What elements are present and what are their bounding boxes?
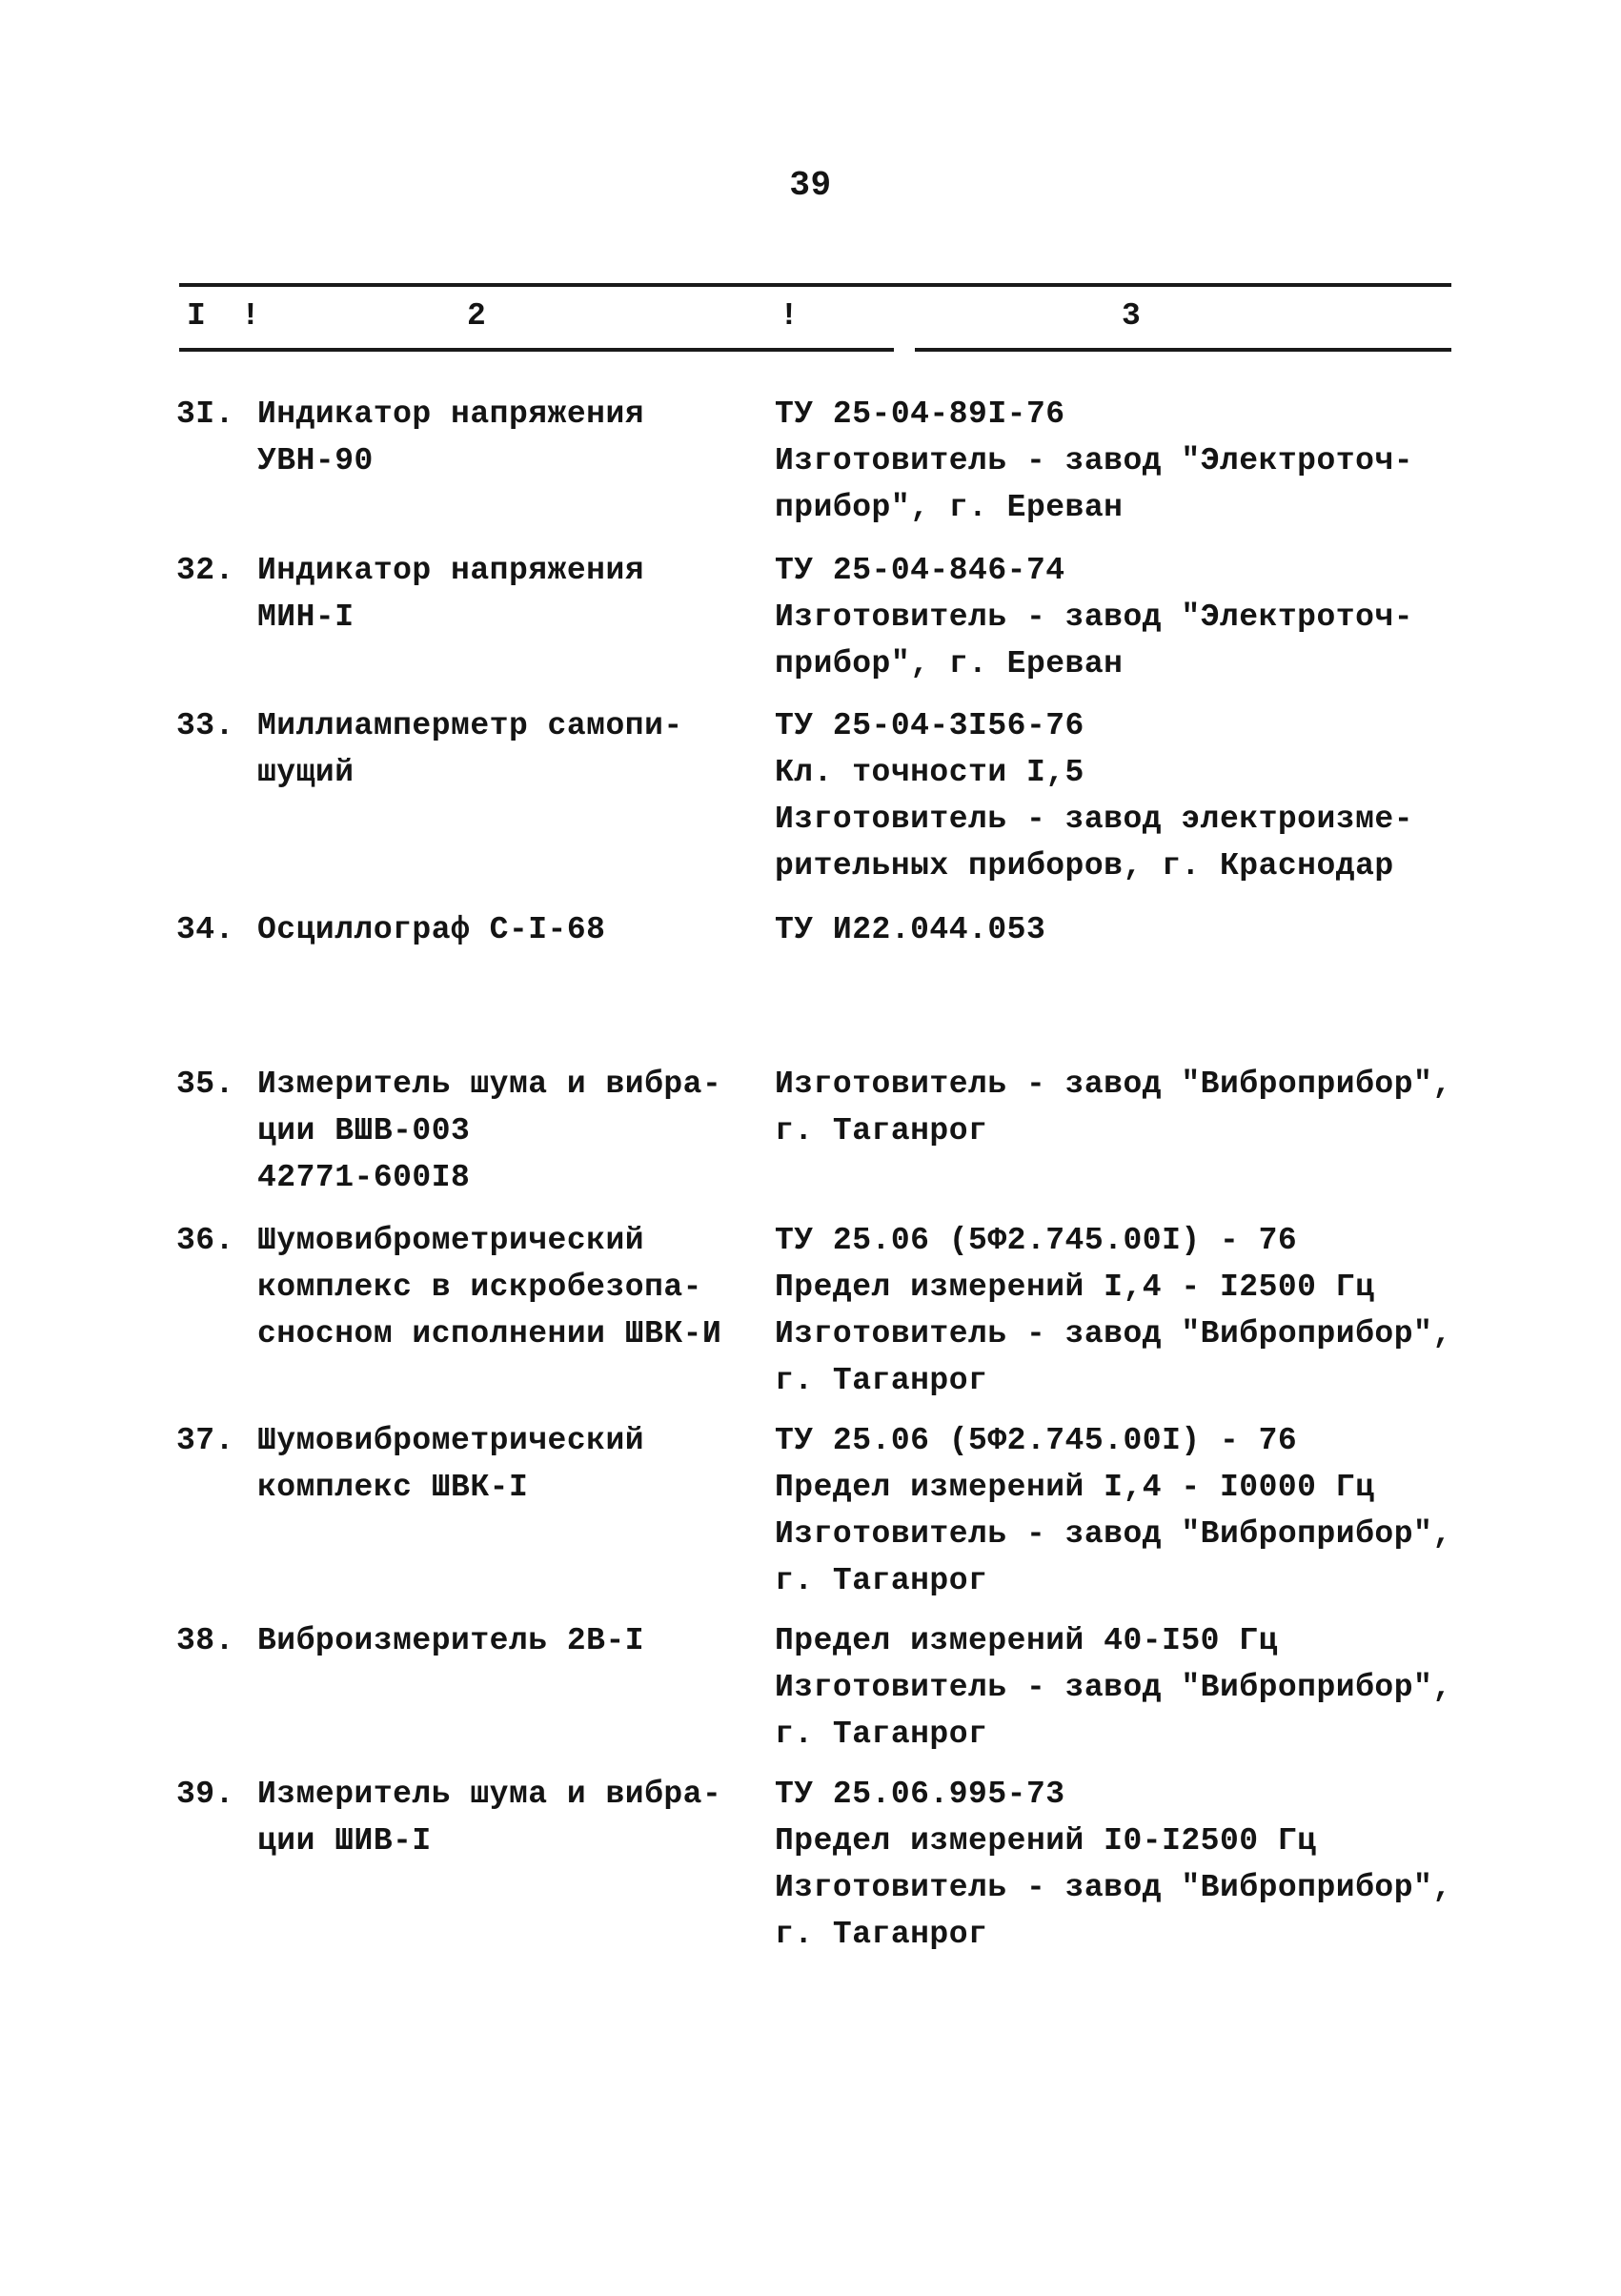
item-spec-line: Изготовитель - завод "Виброприбор",: [775, 1067, 1452, 1102]
item-spec-line: г. Таганрог: [775, 1113, 988, 1148]
item-name-line: Осциллограф С-I-68: [257, 912, 606, 947]
item-name-line: МИН-I: [257, 599, 355, 635]
item-number: 3I.: [176, 396, 234, 432]
item-spec: [775, 1417, 1452, 1604]
header-col-2: 2: [467, 298, 487, 334]
item-name: [257, 702, 683, 796]
item-number: 34.: [176, 912, 234, 947]
header-separator-1: !: [241, 298, 261, 334]
item-name-line: Индикатор напряжения: [257, 396, 645, 432]
item-number: 33.: [176, 708, 234, 743]
item-spec: [775, 391, 1413, 531]
item-spec-line: Предел измерений I,4 - I0000 Гц: [775, 1470, 1375, 1505]
item-name: [257, 547, 644, 640]
item-name-line: ции ВШВ-003: [257, 1113, 471, 1148]
item-name: [257, 391, 644, 484]
item-name-line: Измеритель шума и вибра-: [257, 1777, 722, 1812]
item-spec: [775, 1217, 1452, 1404]
page-number: 39: [789, 166, 832, 205]
item-name: [257, 1217, 721, 1357]
item-number: 32.: [176, 553, 234, 588]
item-name: [257, 1417, 644, 1511]
item-spec-line: Изготовитель - завод электроизме-: [775, 802, 1414, 837]
item-spec-line: Кл. точности I,5: [775, 755, 1084, 790]
item-name-line: шущий: [257, 755, 355, 790]
item-spec-line: Предел измерений I0-I2500 Гц: [775, 1823, 1317, 1859]
item-spec-line: ТУ И22.044.053: [775, 912, 1046, 947]
item-name-line: Шумовиброметрический: [257, 1423, 645, 1458]
item-spec-line: г. Таганрог: [775, 1917, 988, 1952]
item-spec: [775, 906, 1045, 953]
item-spec-line: Предел измерений 40-I50 Гц: [775, 1623, 1278, 1658]
item-spec-line: ТУ 25.06 (5Ф2.745.00I) - 76: [775, 1223, 1298, 1258]
item-name-line: Измеритель шума и вибра-: [257, 1067, 722, 1102]
item-name-line: комплекс ШВК-I: [257, 1470, 529, 1505]
item-name-line: комплекс в искробезопа-: [257, 1270, 702, 1305]
item-spec-line: Изготовитель - завод "Виброприбор",: [775, 1516, 1452, 1552]
header-col-3: 3: [1122, 298, 1142, 334]
item-spec-line: Изготовитель - завод "Виброприбор",: [775, 1670, 1452, 1705]
item-spec-line: Изготовитель - завод "Электроточ-: [775, 599, 1414, 635]
item-name: [257, 1617, 644, 1664]
item-spec-line: ТУ 25-04-3I56-76: [775, 708, 1084, 743]
item-name-line: Индикатор напряжения: [257, 553, 645, 588]
item-spec-line: ТУ 25-04-89I-76: [775, 396, 1065, 432]
item-spec-line: Предел измерений I,4 - I2500 Гц: [775, 1270, 1375, 1305]
item-name-line: 42771-600I8: [257, 1160, 471, 1195]
item-spec-line: рительных приборов, г. Краснодар: [775, 848, 1394, 884]
item-spec-line: прибор", г. Ереван: [775, 646, 1124, 681]
item-number: 38.: [176, 1623, 234, 1658]
item-spec-line: г. Таганрог: [775, 1717, 988, 1752]
item-name-line: ции ШИВ-I: [257, 1823, 432, 1859]
item-name: [257, 1771, 721, 1864]
table-header-rule-left: [179, 348, 894, 352]
item-name-line: сносном исполнении ШВК-И: [257, 1316, 722, 1351]
item-number: 39.: [176, 1777, 234, 1812]
header-col-1: I: [187, 298, 207, 334]
item-spec-line: Изготовитель - завод "Электроточ-: [775, 443, 1414, 478]
item-spec-line: г. Таганрог: [775, 1363, 988, 1398]
item-name: [257, 906, 605, 953]
item-number: 35.: [176, 1067, 234, 1102]
item-spec: [775, 702, 1413, 889]
item-spec-line: прибор", г. Ереван: [775, 490, 1124, 525]
item-name-line: Виброизмеритель 2В-I: [257, 1623, 645, 1658]
item-name: [257, 1061, 721, 1201]
item-spec: [775, 1061, 1452, 1154]
item-number: 36.: [176, 1223, 234, 1258]
header-separator-2: !: [780, 298, 800, 334]
item-name-line: УВН-90: [257, 443, 374, 478]
item-spec: [775, 1771, 1452, 1958]
item-spec-line: Изготовитель - завод "Виброприбор",: [775, 1870, 1452, 1905]
item-name-line: Миллиамперметр самопи-: [257, 708, 683, 743]
table-header-rule-right: [915, 348, 1451, 352]
item-spec-line: Изготовитель - завод "Виброприбор",: [775, 1316, 1452, 1351]
item-spec: [775, 547, 1413, 687]
item-number: 37.: [176, 1423, 234, 1458]
item-spec-line: ТУ 25.06.995-73: [775, 1777, 1065, 1812]
item-spec-line: ТУ 25-04-846-74: [775, 553, 1065, 588]
table-top-rule: [179, 283, 1451, 287]
item-spec-line: г. Таганрог: [775, 1563, 988, 1598]
item-spec: [775, 1617, 1452, 1758]
item-spec-line: ТУ 25.06 (5Ф2.745.00I) - 76: [775, 1423, 1298, 1458]
item-name-line: Шумовиброметрический: [257, 1223, 645, 1258]
